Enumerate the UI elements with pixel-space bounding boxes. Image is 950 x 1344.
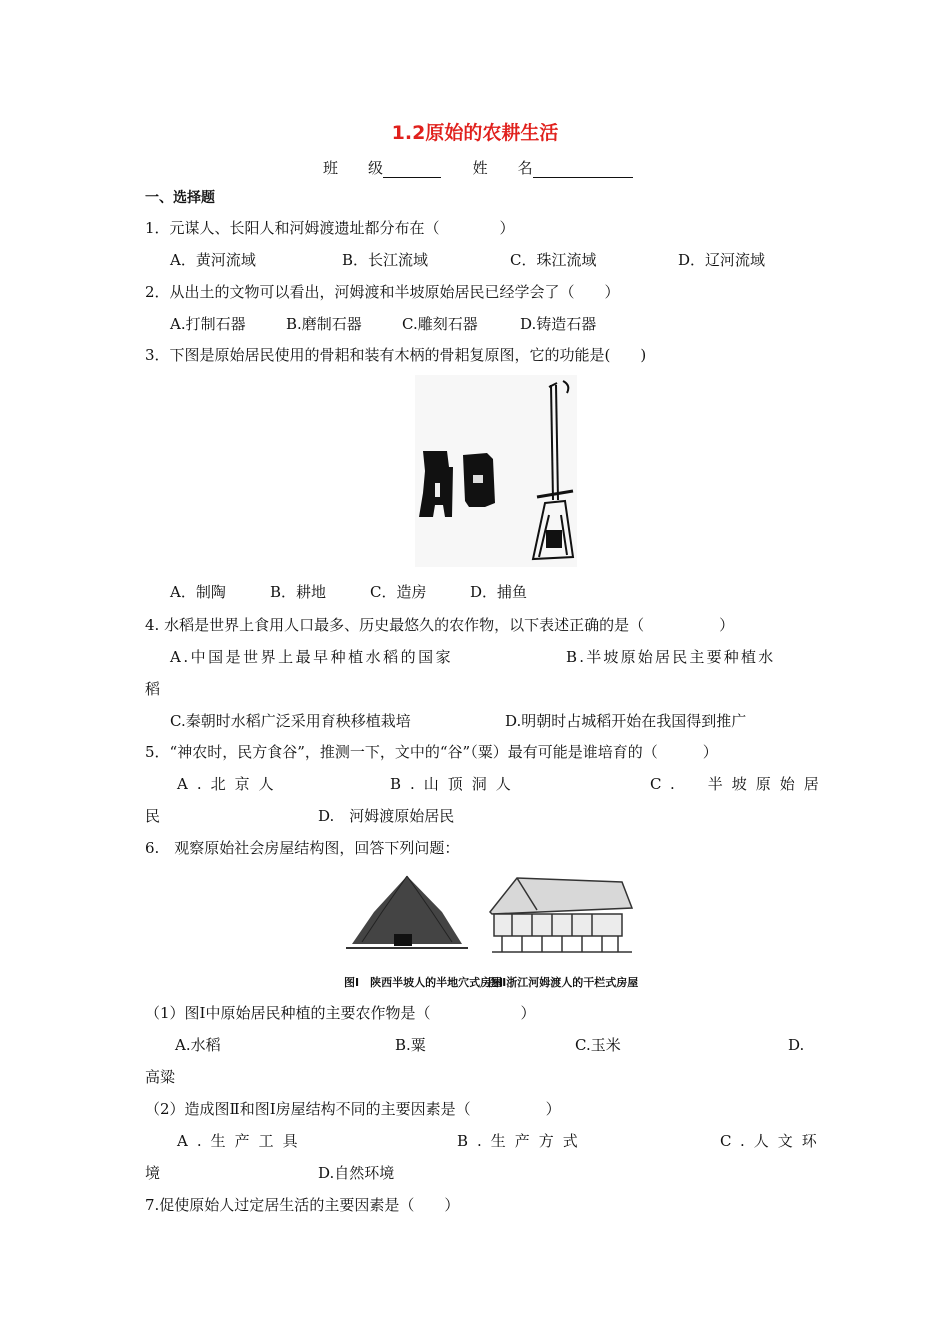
name-blank — [533, 161, 633, 178]
q6-sub2-option-c: C.人文环 — [720, 1132, 826, 1150]
q6-sub2-option-b: B.生产方式 — [457, 1132, 587, 1150]
q2-option-b: B.磨制石器 — [286, 315, 362, 333]
figure-caption-1: 图Ⅰ 陕西半坡人的半地穴式房屋 — [344, 976, 503, 989]
q6-sub2-option-c-cont: 境 — [145, 1164, 161, 1182]
semi-subterranean-house-icon — [346, 876, 468, 948]
q5-stem: 5．“神农时，民方食谷”，推测一下，文中的“谷”（粟）最有可能是谁培育的（ ） — [145, 743, 718, 761]
q6-sub1-option-a: A.水稻 — [175, 1036, 221, 1054]
section-heading: 一、选择题 — [145, 190, 215, 206]
q5-option-d: D. 河姆渡原始居民 — [318, 807, 455, 825]
q2-option-d: D.铸造石器 — [520, 315, 597, 333]
q1-option-d: D．辽河流域 — [678, 251, 766, 269]
q6-sub2-option-a: A.生产工具 — [177, 1132, 307, 1150]
q3-option-b: B．耕地 — [270, 583, 327, 601]
house-structure-figure — [342, 872, 642, 964]
q6-sub1-option-d-cont: 高粱 — [145, 1068, 176, 1086]
q4-option-c: C.秦朝时水稻广泛采用育秧移植栽培 — [170, 712, 411, 730]
bone-spade-figure — [415, 375, 577, 567]
q3-option-a: A．制陶 — [170, 583, 226, 601]
q3-option-c: C．造房 — [370, 583, 427, 601]
name-label: 姓 名 — [472, 159, 533, 177]
q4-option-d: D.明朝时占城稻开始在我国得到推广 — [505, 712, 747, 730]
q5-option-b: B.山顶洞人 — [390, 775, 520, 793]
page-title: 1.2原始的农耕生活 — [391, 122, 559, 144]
q5-option-c-cont: 民 — [145, 807, 161, 825]
class-label: 班 级 — [323, 159, 384, 177]
q1-stem: 1．元谋人、长阳人和河姆渡遗址都分布在（ ） — [145, 219, 515, 237]
q6-sub2-stem: （2）造成图Ⅱ和图Ⅰ房屋结构不同的主要因素是（ ） — [145, 1100, 561, 1118]
q4-option-b: B.半坡原始居民主要种植水 — [566, 648, 776, 666]
q6-sub1-option-c: C.玉米 — [575, 1036, 621, 1054]
q4-stem: 4. 水稻是世界上食用人口最多、历史最悠久的农作物，以下表述正确的是（ ） — [145, 616, 735, 634]
q1-option-b: B．长江流域 — [342, 251, 429, 269]
q5-option-a: A.北京人 — [177, 775, 283, 793]
q6-sub1-stem: （1）图Ⅰ中原始居民种植的主要农作物是（ ） — [145, 1004, 536, 1022]
q1-option-a: A．黄河流域 — [170, 251, 256, 269]
q4-option-a: A.中国是世界上最早种植水稻的国家 — [170, 648, 454, 666]
q2-option-a: A.打制石器 — [170, 315, 246, 333]
q4-option-b-cont: 稻 — [145, 680, 161, 698]
q2-option-c: C.雕刻石器 — [402, 315, 478, 333]
q6-sub2-option-d: D.自然环境 — [318, 1164, 395, 1182]
header-fields — [323, 158, 633, 178]
class-blank — [383, 161, 441, 178]
q3-stem: 3．下图是原始居民使用的骨耜和装有木柄的骨耜复原图，它的功能是( ) — [145, 346, 647, 364]
q6-stem: 6. 观察原始社会房屋结构图，回答下列问题： — [145, 839, 460, 857]
q6-sub1-option-b: B.粟 — [395, 1036, 426, 1054]
figure-caption-2: 图Ⅱ浙江河姆渡人的干栏式房屋 — [488, 976, 639, 989]
q6-sub1-option-d: D. — [788, 1036, 805, 1054]
q1-option-c: C．珠江流域 — [510, 251, 597, 269]
q3-option-d: D．捕鱼 — [470, 583, 528, 601]
stilt-house-icon — [490, 878, 632, 952]
q2-stem: 2．从出土的文物可以看出，河姆渡和半坡原始居民已经学会了（ ） — [145, 283, 620, 301]
q7-stem: 7.促使原始人过定居生活的主要因素是（ ） — [145, 1196, 460, 1214]
q5-option-c: C. 半坡原始居 — [650, 775, 828, 793]
